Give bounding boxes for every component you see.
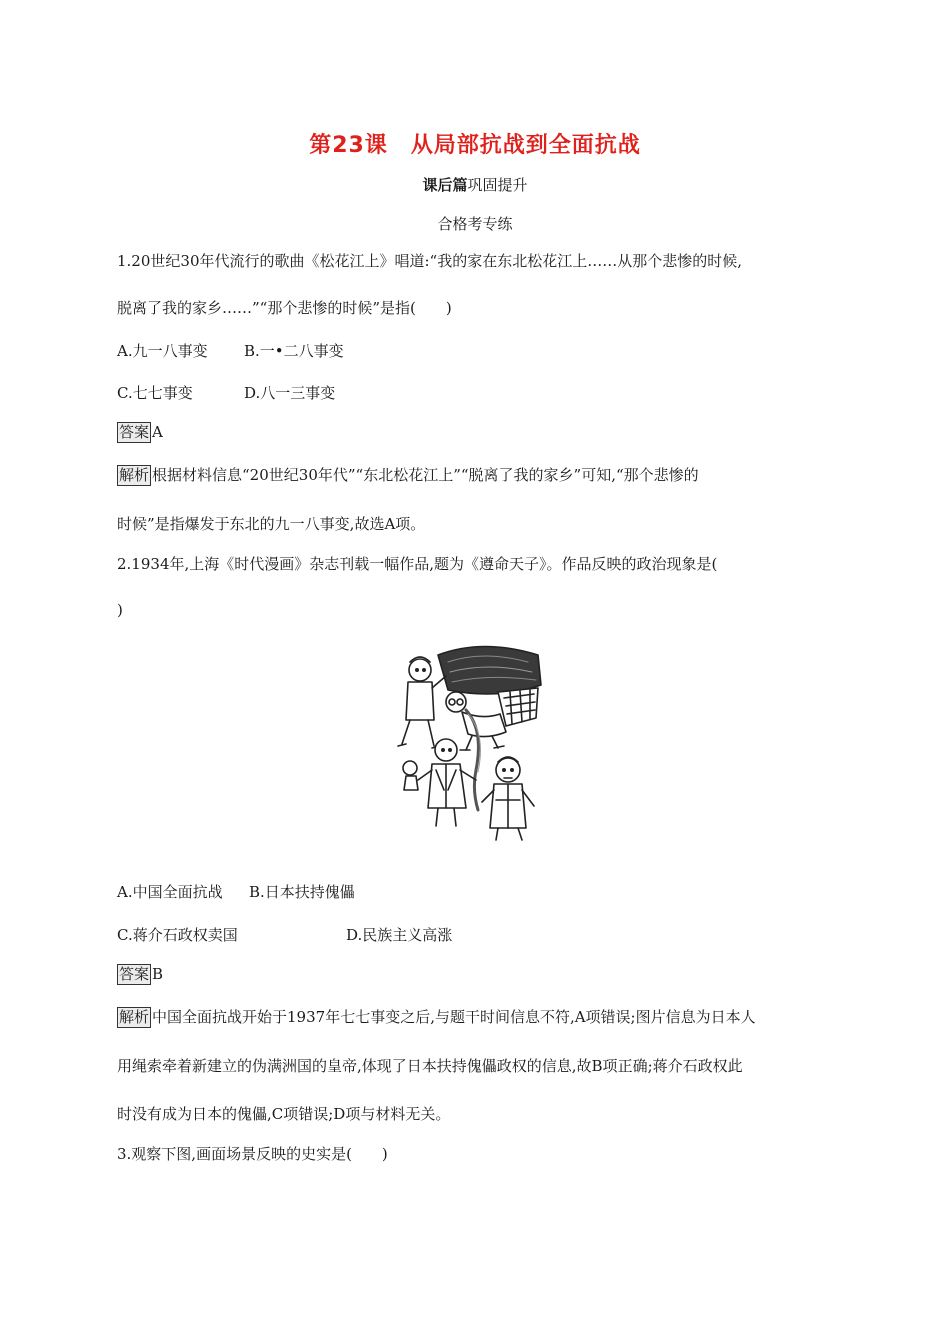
q1-options-row1: [117, 340, 344, 361]
q2-analysis-line1: [117, 1006, 756, 1028]
subtitle-rest: 巩固提升: [467, 176, 528, 194]
q2-answer: [117, 964, 163, 985]
subtitle: [0, 174, 950, 195]
q2-option-c: C.蒋介石政权卖国: [117, 926, 238, 944]
q1-stem-line1: 1.20世纪30年代流行的歌曲《松花江上》唱道:“我的家在东北松花江上……从那个悲惨的时候,: [117, 252, 742, 270]
q2-options-row1: [117, 881, 355, 902]
q1-analysis-text1: 根据材料信息“20世纪30年代”“东北松花江上”“脱离了我的家乡”可知,“那个悲惨的: [152, 466, 699, 484]
answer-tag: 答案: [119, 423, 150, 441]
cartoon-illustration: [388, 640, 548, 845]
q1-option-a: A.九一八事变: [117, 342, 208, 360]
answer-tag: 答案: [119, 965, 150, 983]
q2-answer-value: B: [152, 965, 164, 983]
q2-stem-line1: 2.1934年,上海《时代漫画》杂志刊载一幅作品,题为《遵命天子》。作品反映的政治现象是(: [117, 555, 718, 573]
q2-stem-line2: ): [117, 601, 123, 619]
q2-analysis-text1: 中国全面抗战开始于1937年七七事变之后,与题干时间信息不符,A项错误;图片信息为日本人: [152, 1008, 756, 1026]
q1-options-row2: [117, 382, 335, 403]
q2-options-row2: [117, 924, 452, 945]
q1-option-b: B.一•二八事变: [244, 342, 344, 360]
q2-analysis-line3: 时没有成为日本的傀儡,C项错误;D项与材料无关。: [117, 1105, 451, 1123]
q1-answer-value: A: [152, 423, 163, 441]
q1-option-c: C.七七事变: [117, 384, 193, 402]
lesson-title: 第23课 从局部抗战到全面抗战: [309, 133, 641, 158]
analysis-tag: 解析: [119, 466, 150, 484]
q3-stem-line1: 3.观察下图,画面场景反映的史实是( ): [117, 1145, 388, 1163]
analysis-tag: 解析: [119, 1008, 150, 1026]
q1-analysis-line1: [117, 464, 699, 486]
q2-option-b: B.日本扶持傀儡: [249, 883, 355, 901]
section-heading: 合格考专练: [437, 215, 513, 233]
q2-option-d: D.民族主义高涨: [346, 926, 453, 944]
q1-analysis-line2: 时候”是指爆发于东北的九一八事变,故选A项。: [117, 515, 426, 533]
q1-option-d: D.八一三事变: [244, 384, 336, 402]
q2-analysis-line2: 用绳索牵着新建立的伪满洲国的皇帝,体现了日本扶持傀儡政权的信息,故B项正确;蒋介石政权此: [117, 1057, 743, 1075]
q1-answer: [117, 422, 163, 443]
q2-option-a: A.中国全面抗战: [117, 883, 223, 901]
q1-stem-line2: 脱离了我的家乡……”“那个悲惨的时候”是指( ): [117, 299, 452, 317]
subtitle-bold: 课后篇: [422, 176, 468, 194]
